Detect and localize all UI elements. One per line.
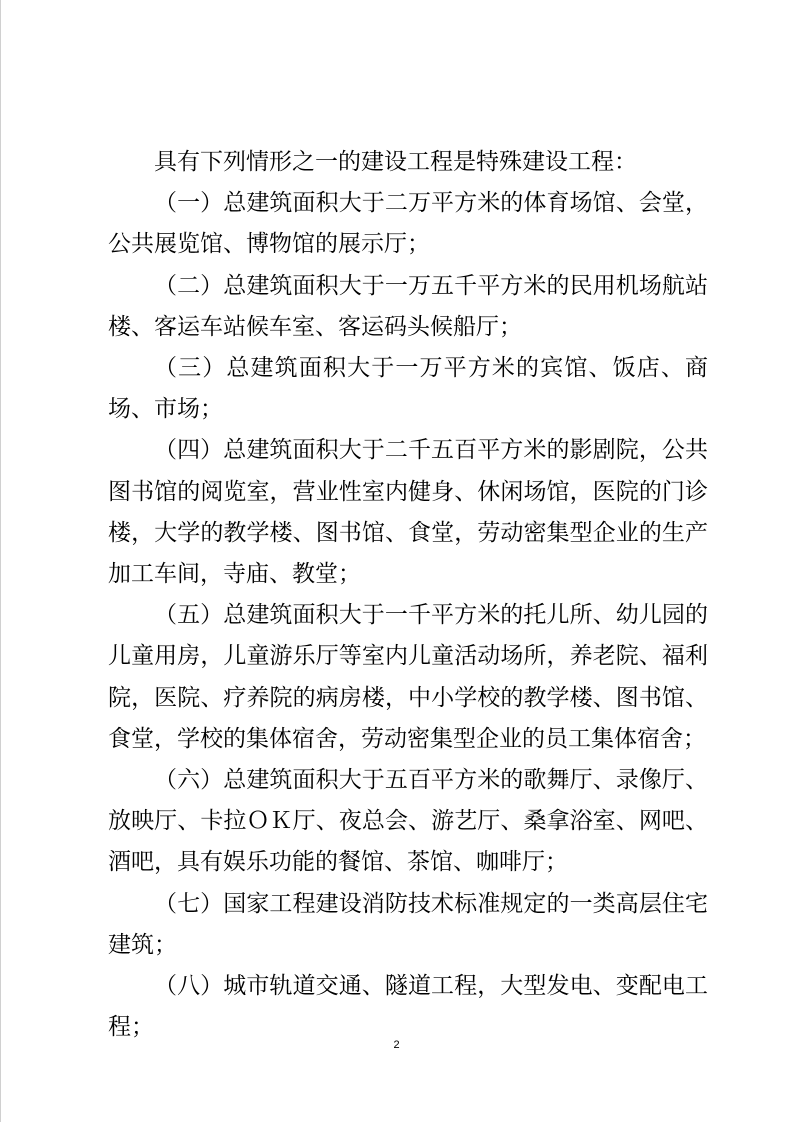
list-item-4: （四）总建筑面积大于二千五百平方米的影剧院，公共图书馆的阅览室，营业性室内健身、休闲场馆，医院的门诊楼，大学的教学楼、图书馆、食堂，劳动密集型企业的生产加工车间，寺庙、教堂； xyxy=(108,437,708,588)
list-item-1: （一）总建筑面积大于二万平方米的体育场馆、会堂，公共展览馆、博物馆的展示厅； xyxy=(108,190,708,258)
intro-paragraph: 具有下列情形之一的建设工程是特殊建设工程： xyxy=(154,149,637,175)
list-item-7: （七）国家工程建设消防技术标准规定的一类高层住宅建筑； xyxy=(108,890,708,958)
page-edge-line xyxy=(0,0,1,1122)
list-item-8: （八）城市轨道交通、隧道工程，大型发电、变配电工程； xyxy=(108,973,708,1041)
list-item-3: （三）总建筑面积大于一万平方米的宾馆、饭店、商场、市场； xyxy=(108,355,708,423)
list-item-6: （六）总建筑面积大于五百平方米的歌舞厅、录像厅、放映厅、卡拉ＯＫ厅、夜总会、游艺厅、桑拿浴室、网吧、酒吧，具有娱乐功能的餐馆、茶馆、咖啡厅； xyxy=(108,767,708,876)
page-number: 2 xyxy=(393,1039,400,1051)
body-text xyxy=(108,142,708,1048)
list-item-5: （五）总建筑面积大于一千平方米的托儿所、幼儿园的儿童用房，儿童游乐厅等室内儿童活动场所，养老院、福利院，医院、疗养院的病房楼，中小学校的教学楼、图书馆、食堂，学校的集体宿舍，劳动密集型企业的员工集体宿舍； xyxy=(108,602,708,752)
list-item-2: （二）总建筑面积大于一万五千平方米的民用机场航站楼、客运车站候车室、客运码头候船厅； xyxy=(108,272,708,340)
